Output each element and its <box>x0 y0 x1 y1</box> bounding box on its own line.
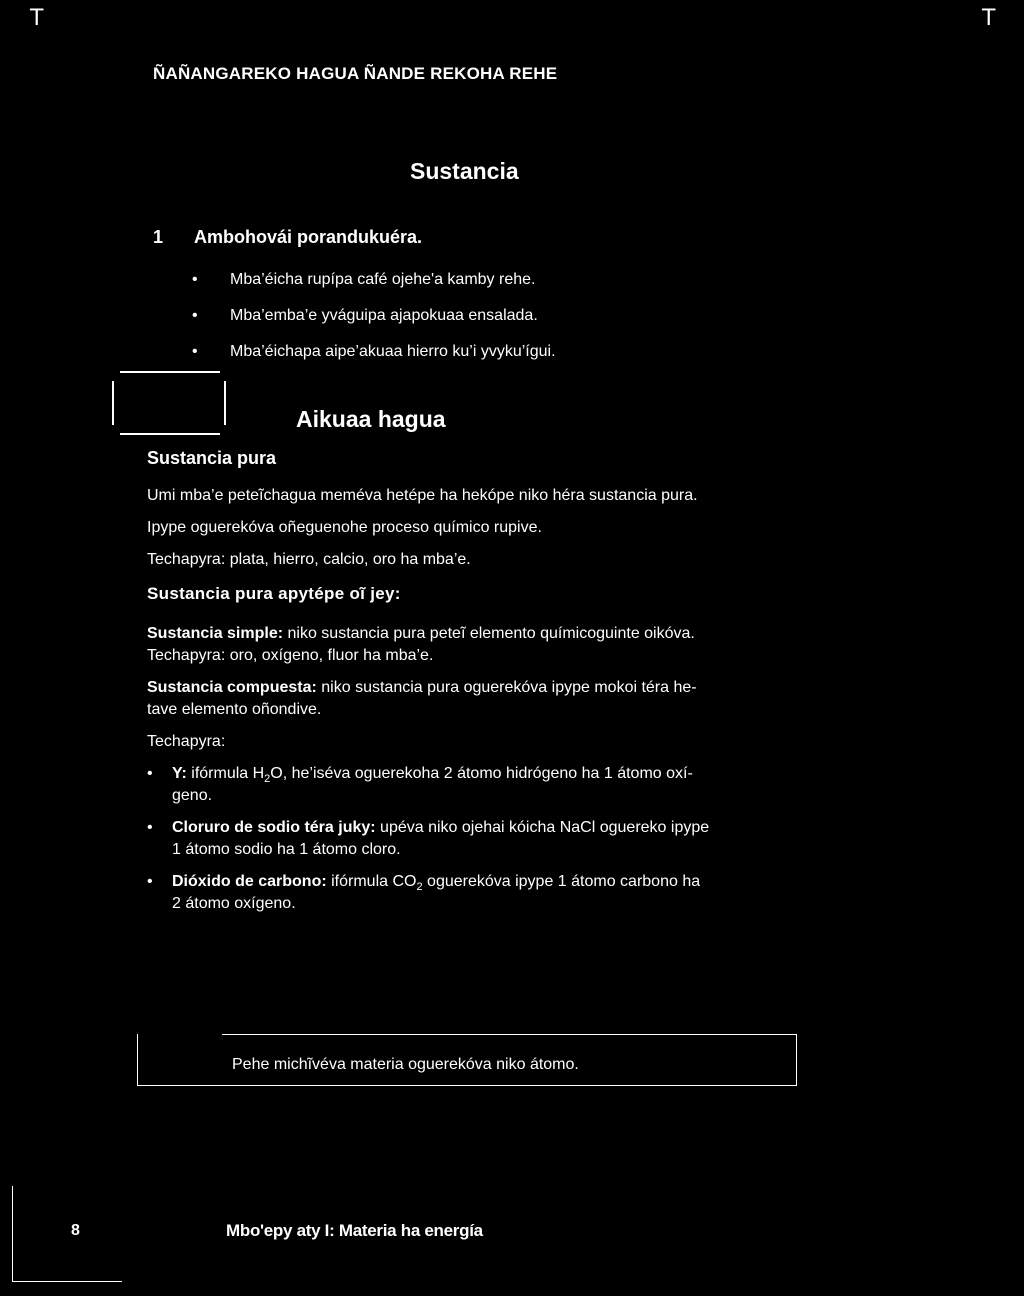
question-item: • Mba’éichapa aipe’akuaa hierro ku’i yvyku’ígui. <box>192 342 556 378</box>
simple-term: Sustancia simple: <box>147 625 284 642</box>
compound-definition <box>147 677 787 721</box>
page-header: ÑAÑANGAREKO HAGUA ÑANDE REKOHA REHE <box>153 64 558 83</box>
question-item: • Mba’éicha rupípa café ojehe'a kamby rehe. <box>192 270 556 306</box>
page-title: Sustancia <box>410 158 519 184</box>
example-item-salt: • Cloruro de sodio téra juky: upéva niko ojehai kóicha NaCl oguereko ipype 1 átomo sodio ha 1 átomo cloro. <box>147 817 797 861</box>
intro-line: Umi mba’e peteĩchagua meméva hetépe ha hekópe niko héra sustancia pura. <box>147 487 698 504</box>
decorative-frame <box>112 371 226 435</box>
crop-mark-right: T <box>982 6 996 31</box>
question-number: 1 <box>153 227 164 247</box>
intro-line: Ipype oguerekóva oñeguenohe proceso químico rupive. <box>147 519 542 536</box>
example-list <box>147 763 797 915</box>
question-item: • Mba’emba’e yváguipa ajapokuaa ensalada. <box>192 306 556 342</box>
section-heading: Sustancia pura apytépe oĩ jey: <box>147 584 401 603</box>
footer-frame <box>12 1186 122 1282</box>
question-list <box>192 270 556 378</box>
simple-example: Techapyra: oro, oxígeno, fluor ha mba’e. <box>147 647 434 664</box>
compound-text: niko sustancia pura oguerekóva ipype mokoi téra he- <box>316 679 697 696</box>
page-number: 8 <box>71 1222 80 1239</box>
footer-title: Mbo'epy aty I: Materia ha energía <box>226 1221 483 1240</box>
question-text: Ambohovái porandukuéra. <box>194 227 423 247</box>
crop-mark-left: T <box>30 6 44 31</box>
side-label: Sustancia pura <box>147 448 277 468</box>
example-item-co2: • Dióxido de carbono: ifórmula $CO_2$ oguerekóva ipype 1 átomo carbono ha 2 átomo oxígeno. <box>147 871 797 915</box>
simple-text: niko sustancia pura peteĩ elemento químicoguinte oikóva. <box>283 625 695 642</box>
intro-line: Techapyra: plata, hierro, calcio, oro ha mba’e. <box>147 551 471 568</box>
example-item-water: • Y: ifórmula $H_2O$, he’iséva oguerekoha 2 átomo hidrógeno ha 1 átomo oxí- geno. <box>147 763 797 807</box>
section-subtitle: Aikuaa hagua <box>296 406 446 432</box>
example-label: Techapyra: <box>147 733 226 750</box>
compound-text-continued: tave elemento oñondive. <box>147 701 322 718</box>
simple-definition <box>147 623 787 667</box>
note-text: Pehe michĩvéva materia oguerekóva niko átomo. <box>232 1056 579 1073</box>
compound-term: Sustancia compuesta: <box>147 679 317 696</box>
